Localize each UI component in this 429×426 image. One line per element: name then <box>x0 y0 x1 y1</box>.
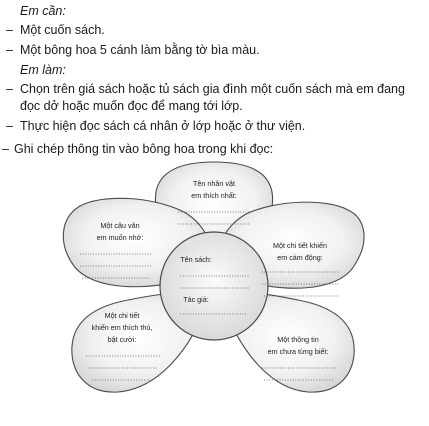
need-item-flower: Một bông hoa 5 cánh làm bằng tờ bìa màu. <box>20 43 260 57</box>
do-heading: Em làm: <box>20 63 66 77</box>
need-heading: Em cần: <box>20 4 66 18</box>
petal-left-label-1: Một câu văn <box>100 221 140 230</box>
petal-right-label-2: em cảm động: <box>277 253 323 262</box>
petal-bottom-left-label-3: bật cười: <box>107 335 137 344</box>
center-book-title-label: Tên sách: <box>180 255 212 264</box>
petal-bottom-left-label-2: khiến em thích thú, <box>91 323 153 332</box>
bullet-dash: – <box>6 43 13 57</box>
petal-bottom-right-label-2: em chưa từng biết: <box>267 347 329 356</box>
flower-instruction: Ghi chép thông tin vào bông hoa trong khi đọc: <box>14 142 274 156</box>
do-item-choose-line1: Chọn trên giá sách hoặc tủ sách gia đình một cuốn sách mà em đang <box>20 82 405 96</box>
bullet-dash: – <box>6 82 13 96</box>
do-item-read: Thực hiện đọc sách cá nhân ở lớp hoặc ở thư viện. <box>20 119 306 133</box>
petal-bottom-left-label-1: Một chi tiết <box>104 311 140 320</box>
do-item-choose-line2: đọc dở hoặc muốn đọc để mang tới lớp. <box>20 99 243 113</box>
center-author-label: Tác giả: <box>183 295 209 304</box>
bullet-dash: – <box>6 119 13 133</box>
petal-right-label-1: Một chi tiết khiến <box>273 241 327 250</box>
bullet-dash: – <box>2 142 9 156</box>
bullet-dash: – <box>6 23 13 37</box>
petal-top-label-2: em thích nhất: <box>191 191 237 200</box>
flower-center <box>160 232 268 340</box>
need-item-book: Một cuốn sách. <box>20 23 105 37</box>
petal-left-label-2: em muốn nhớ: <box>96 233 144 242</box>
petal-bottom-right-label-1: Một thông tin <box>277 335 319 344</box>
petal-top-label-1: Tên nhân vật <box>193 179 235 188</box>
